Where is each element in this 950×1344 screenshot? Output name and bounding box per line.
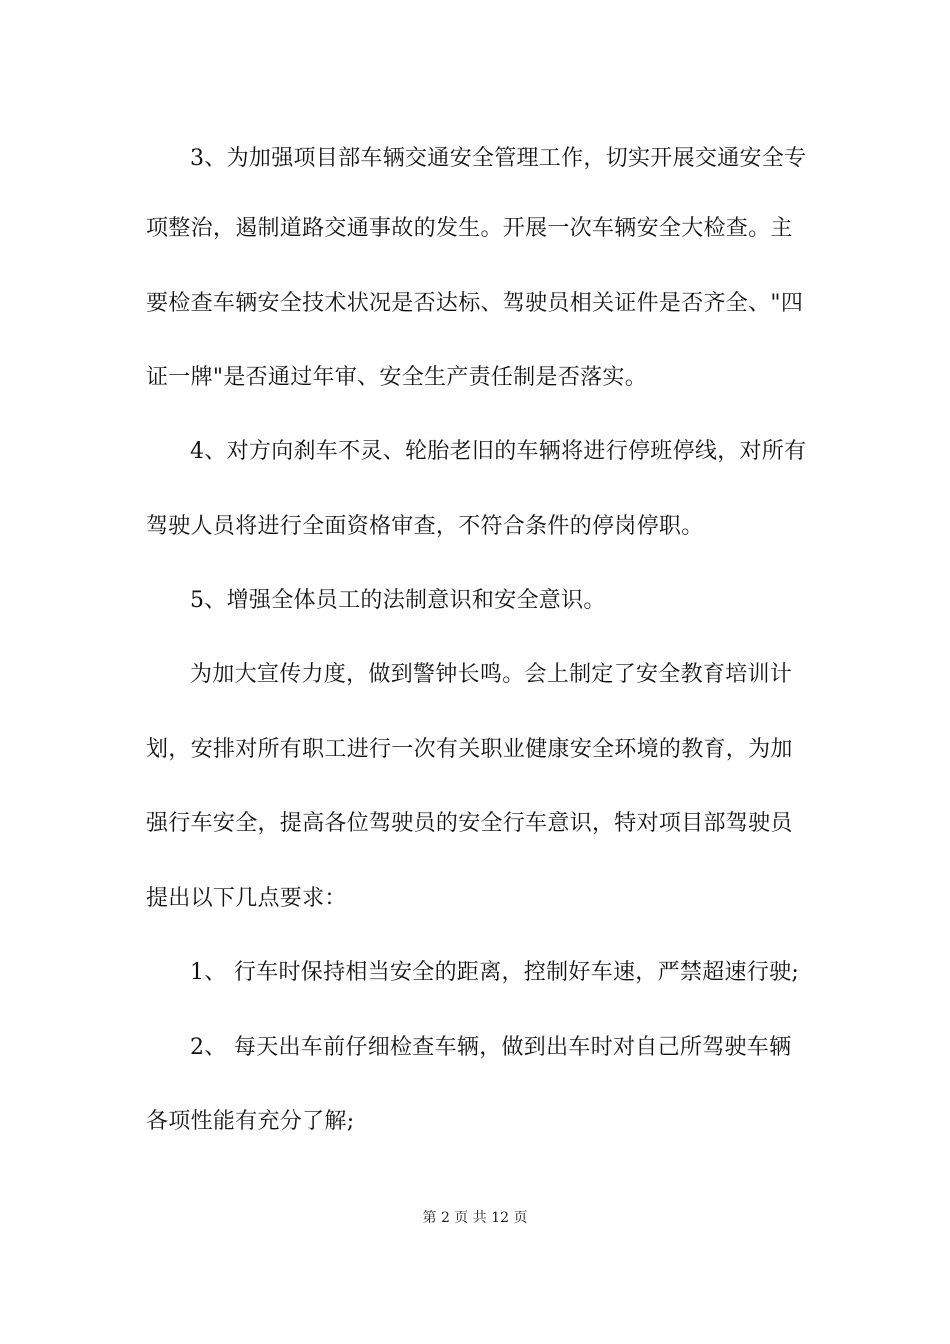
- paragraph-publicity-line-2: 划，安排对所有职工进行一次有关职业健康安全环境的教育，为加: [146, 737, 793, 762]
- paragraph-publicity-line-3: 强行车安全，提高各位驾驶员的安全行车意识，特对项目部驾驶员: [146, 811, 793, 836]
- paragraph-3-line-1: 3、为加强项目部车辆交通安全管理工作，切实开展交通安全专: [190, 146, 807, 171]
- requirement-1-line-1: 1、 行车时保持相当安全的距离，控制好车速，严禁超速行驶;: [190, 960, 800, 985]
- paragraph-3-line-3: 要检查车辆安全技术状况是否达标、驾驶员相关证件是否齐全、"四: [146, 291, 804, 316]
- paragraph-4-line-1: 4、对方向刹车不灵、轮胎老旧的车辆将进行停班停线，对所有: [190, 439, 807, 464]
- page-number-footer: 第 2 页 共 12 页: [422, 1210, 528, 1226]
- requirement-2-line-1: 2、 每天出车前仔细检查车辆，做到出车时对自己所驾驶车辆: [190, 1035, 792, 1060]
- paragraph-3-line-4: 证一牌"是否通过年审、安全生产责任制是否落实。: [146, 365, 648, 390]
- requirement-2-line-2: 各项性能有充分了解;: [146, 1109, 355, 1134]
- paragraph-5-line-1: 5、增强全体员工的法制意识和安全意识。: [190, 588, 606, 613]
- paragraph-4-line-2: 驾驶人员将进行全面资格审查，不符合条件的停岗停职。: [146, 514, 704, 539]
- paragraph-3-line-2: 项整治，遏制道路交通事故的发生。开展一次车辆安全大检查。主: [146, 216, 793, 241]
- paragraph-publicity-line-4: 提出以下几点要求：: [146, 886, 347, 911]
- paragraph-publicity-line-1: 为加大宣传力度，做到警钟长鸣。会上制定了安全教育培训计: [190, 662, 793, 687]
